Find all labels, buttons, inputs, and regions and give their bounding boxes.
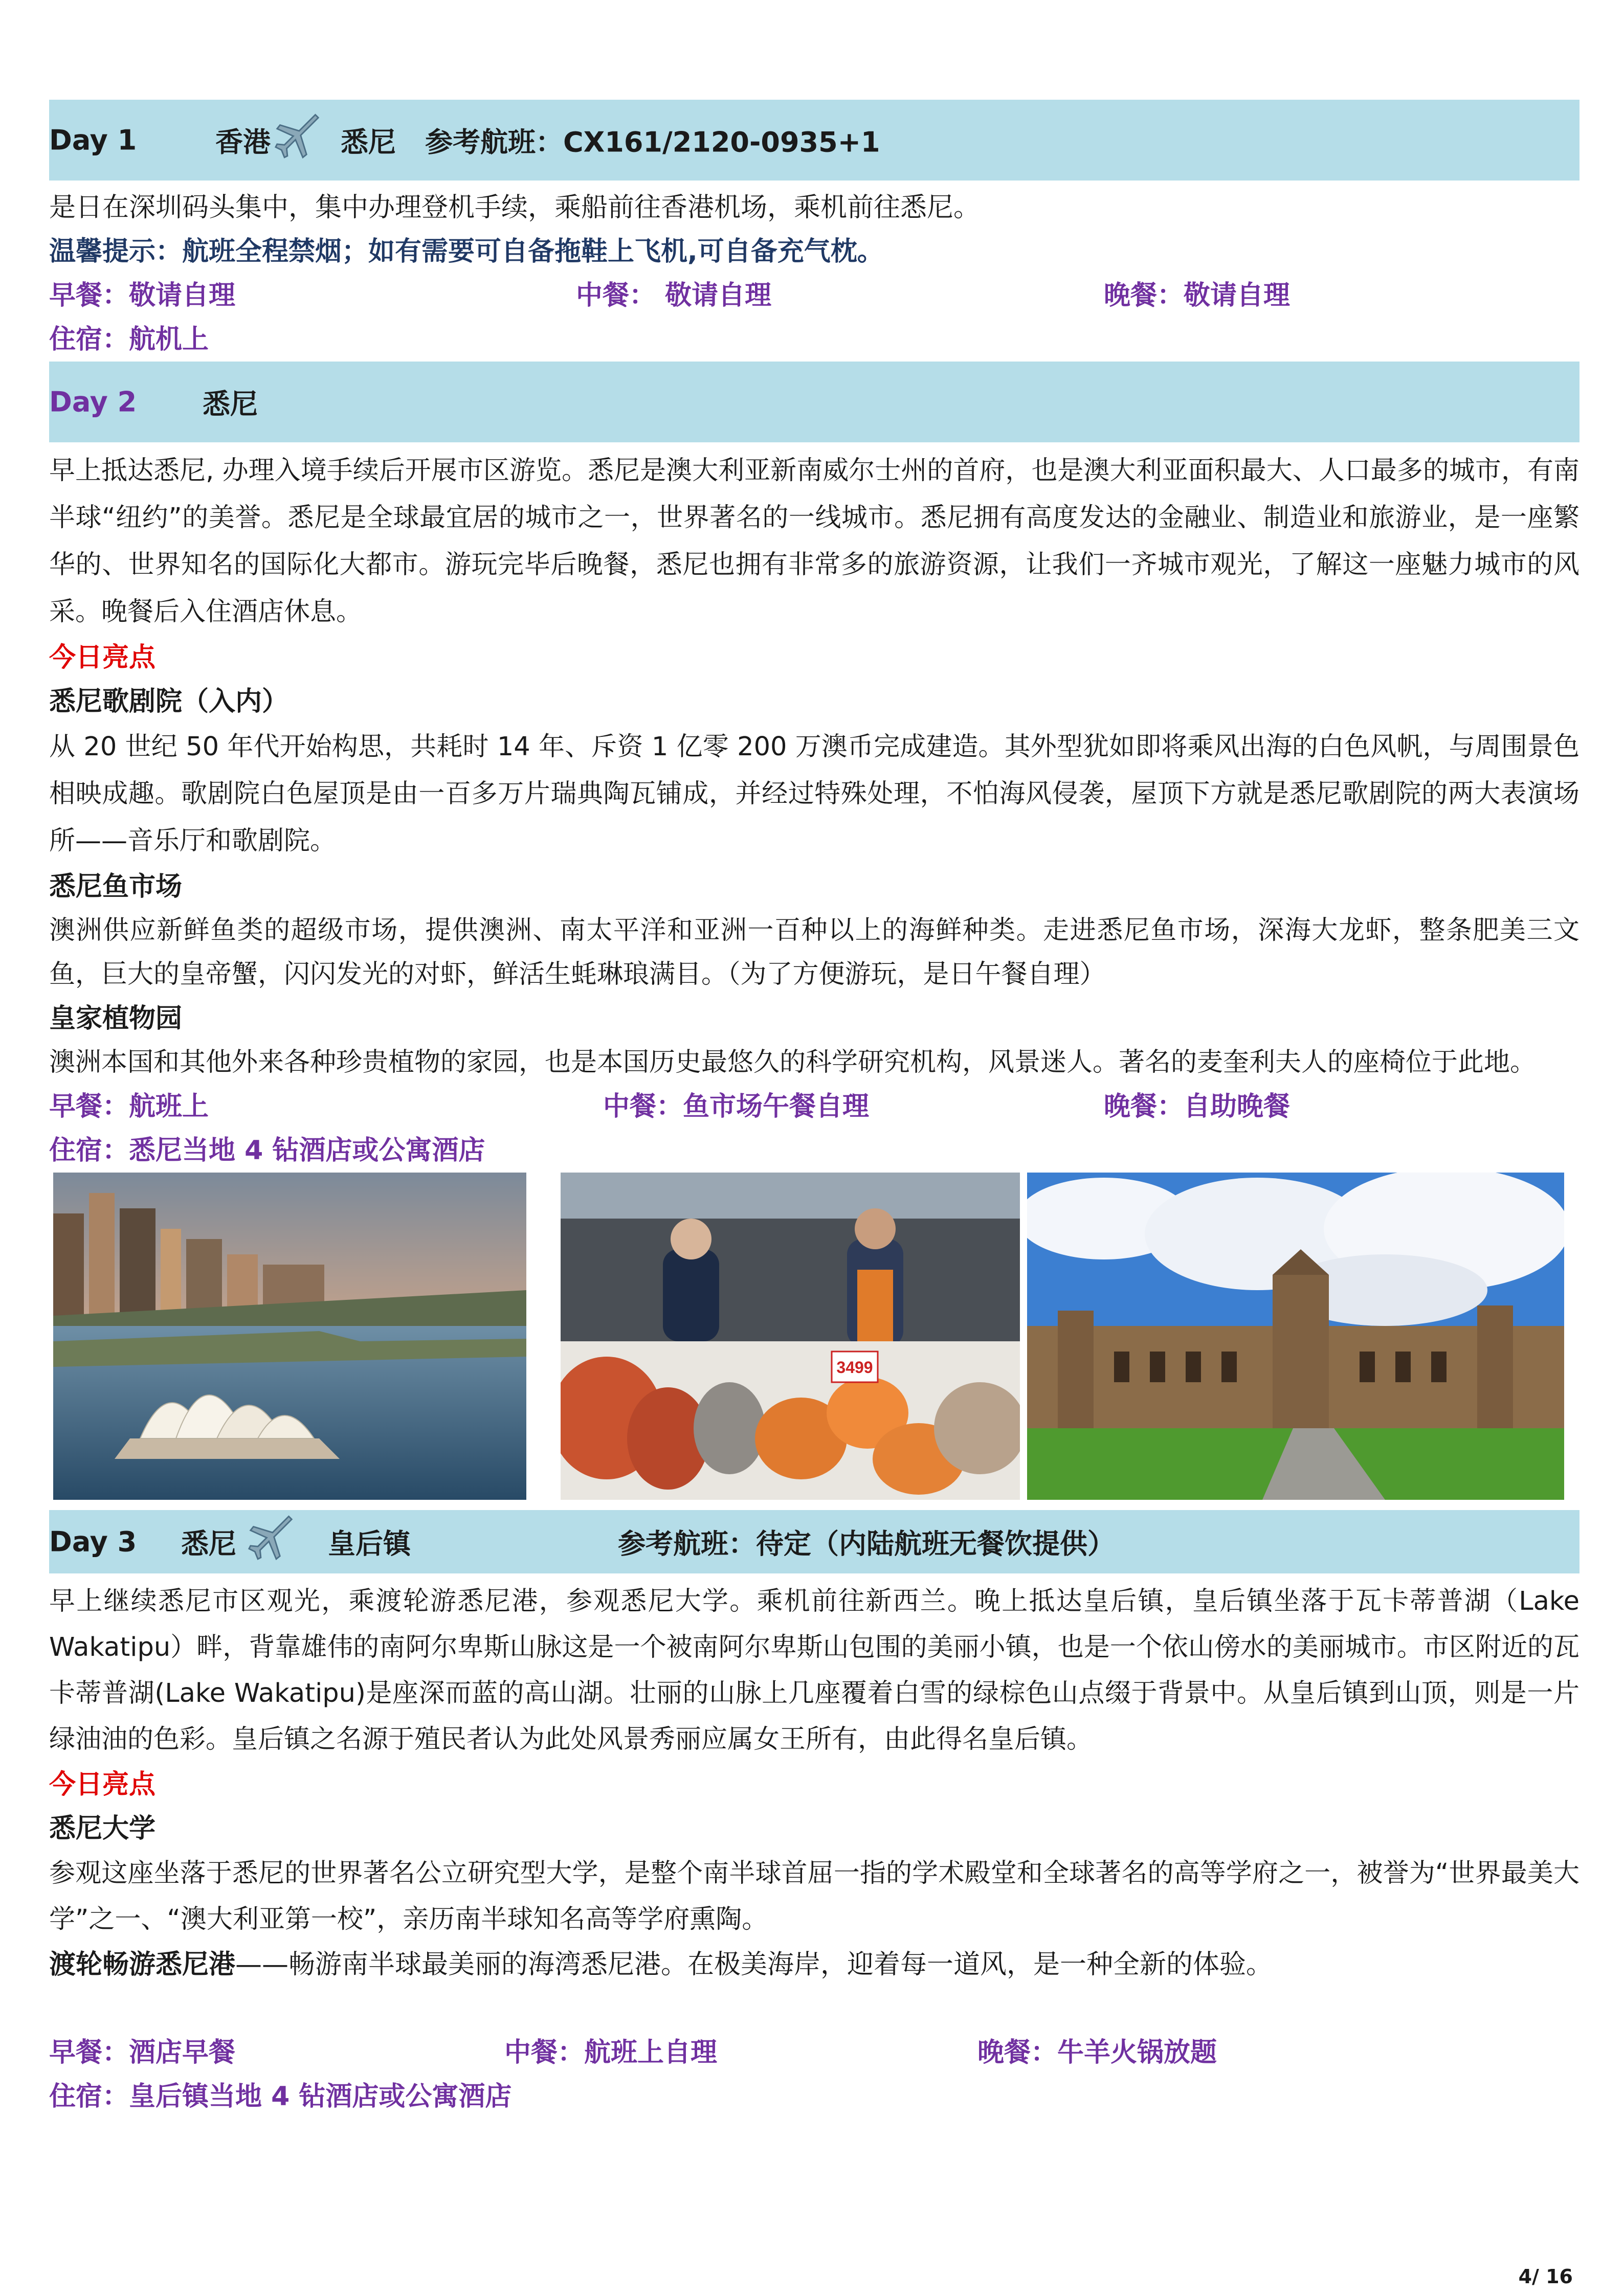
fish-market-text: 澳洲供应新鲜鱼类的超级市场，提供澳洲、南太平洋和亚洲一百种以上的海鲜种类。走进悉尼鱼市场，深海大龙虾，整条肥美三文鱼，巨大的皇帝蟹，闪闪发光的对虾，鲜活生蚝琳琅满目。（为了方便游玩，是日午餐自理）: [49, 915, 1579, 989]
day3-meals: [49, 2031, 1579, 2075]
day2-stay: 住宿：悉尼当地 4 钻酒店或公寓酒店: [49, 1135, 485, 1166]
fish-market-title: 悉尼鱼市场: [49, 871, 183, 902]
day1-meals: [49, 274, 1579, 318]
day1-to: 悉尼: [341, 126, 396, 159]
photo-strip: [49, 1173, 1579, 1510]
day3-to: 皇后镇: [328, 1527, 411, 1560]
page-number: 4/ 16: [1518, 2265, 1573, 2288]
day1-label: Day 1: [49, 124, 137, 156]
day1-dinner: 晚餐：敬请自理: [1104, 280, 1291, 311]
university-photo: [1027, 1173, 1564, 1500]
day3-description: 早上继续悉尼市区观光，乘渡轮游悉尼港，参观悉尼大学。乘机前往新西兰。晚上抵达皇后镇，皇后镇坐落于瓦卡蒂普湖（Lake Wakatipu）畔，背靠雄伟的南阿尔卑斯山脉这是一个被南阿尔卑斯山包围的美丽小镇，也是一个依山傍水的美丽城市。市区附近的瓦卡蒂普湖(Lake Wakatipu)是座深而蓝的高山湖。壮丽的山脉上几座覆着白雪的绿棕色山点缀于背景中。从皇后镇到山顶，则是一片绿油油的色彩。皇后镇之名源于殖民者认为此处风景秀丽应属女王所有，由此得名皇后镇。: [49, 1586, 1579, 1754]
day1-breakfast: 早餐：敬请自理: [49, 280, 236, 311]
day3-dinner: 晚餐：牛羊火锅放题: [977, 2037, 1217, 2068]
university-title: 悉尼大学: [49, 1813, 156, 1844]
botanic-garden-title: 皇家植物园: [49, 1003, 183, 1034]
day1-tip: 温馨提示：航班全程禁烟；如有需要可自备拖鞋上飞机,可自备充气枕。: [49, 236, 884, 267]
ferry-title: 渡轮畅游悉尼港: [49, 1949, 236, 1980]
day3-from: 悉尼: [181, 1527, 236, 1560]
fish-market-photo: [561, 1173, 1020, 1500]
day3-label: Day 3: [49, 1525, 137, 1558]
day2-dinner: 晚餐：自助晚餐: [1104, 1091, 1291, 1122]
ferry-text: ——畅游南半球最美丽的海湾悉尼港。在极美海岸，迎着每一道风，是一种全新的体验。: [235, 1949, 1273, 1980]
day1-stay: 住宿：航机上: [49, 324, 209, 355]
day2-breakfast: 早餐：航班上: [49, 1091, 209, 1122]
plane-icon: [274, 114, 321, 167]
day1-lunch: 中餐： 敬请自理: [576, 280, 772, 311]
day1-from: 香港: [215, 126, 271, 159]
opera-house-title: 悉尼歌剧院（入内）: [49, 686, 289, 717]
day3-header: [49, 1510, 1579, 1573]
day2-header: [49, 362, 1579, 442]
price-tag: 3499: [836, 1358, 873, 1377]
opera-house-text: 从 20 世纪 50 年代开始构思，共耗时 14 年、斥资 1 亿零 200 万澳币完成建造。其外型犹如即将乘风出海的白色风帆，与周围景色相映成趣。歌剧院白色屋顶是由一百多万片瑞典陶瓦铺成，并经过特殊处理，不怕海风侵袭，屋顶下方就是悉尼歌剧院的两大表演场所——音乐厅和歌剧院。: [49, 732, 1579, 856]
day2-city: 悉尼: [203, 388, 258, 420]
day3-breakfast: 早餐：酒店早餐: [49, 2037, 236, 2068]
day2-label: Day 2: [49, 386, 137, 418]
day2-lunch: 中餐：鱼市场午餐自理: [603, 1091, 870, 1122]
ferry-line: [49, 1943, 1579, 1987]
day2-description: 早上抵达悉尼, 办理入境手续后开展市区游览。悉尼是澳大利亚新南威尔士州的首府，也是澳大利亚面积最大、人口最多的城市，有南半球“纽约”的美誉。悉尼是全球最宜居的城市之一，世界著名的一线城市。悉尼拥有高度发达的金融业、制造业和旅游业，是一座繁华的、世界知名的国际化大都市。游玩完毕后晚餐，悉尼也拥有非常多的旅游资源，让我们一齐城市观光，了解这一座魅力城市的风采。晚餐后入住酒店休息。: [49, 456, 1579, 627]
day2-meals: [49, 1085, 1579, 1129]
day2-highlight: 今日亮点: [49, 642, 156, 673]
opera-house-photo: [53, 1173, 526, 1500]
day3-flight: 参考航班：待定（内陆航班无餐饮提供）: [618, 1527, 1115, 1560]
day1-flight: 参考航班：CX161/2120-0935+1: [425, 126, 880, 159]
day1-header: [49, 100, 1579, 181]
plane-icon: [248, 1515, 295, 1569]
day3-highlight: 今日亮点: [49, 1769, 156, 1800]
day1-description: 是日在深圳码头集中，集中办理登机手续，乘船前往香港机场，乘机前往悉尼。: [49, 192, 981, 223]
university-text: 参观这座坐落于悉尼的世界著名公立研究型大学，是整个南半球首屈一指的学术殿堂和全球著名的高等学府之一，被誉为“世界最美大学”之一、“澳大利亚第一校”，亲历南半球知名高等学府熏陶。: [49, 1858, 1579, 1934]
day3-stay: 住宿：皇后镇当地 4 钻酒店或公寓酒店: [49, 2081, 512, 2112]
botanic-garden-text: 澳洲本国和其他外来各种珍贵植物的家园，也是本国历史最悠久的科学研究机构，风景迷人。著名的麦奎利夫人的座椅位于此地。: [49, 1047, 1537, 1077]
day3-lunch: 中餐：航班上自理: [504, 2037, 718, 2068]
